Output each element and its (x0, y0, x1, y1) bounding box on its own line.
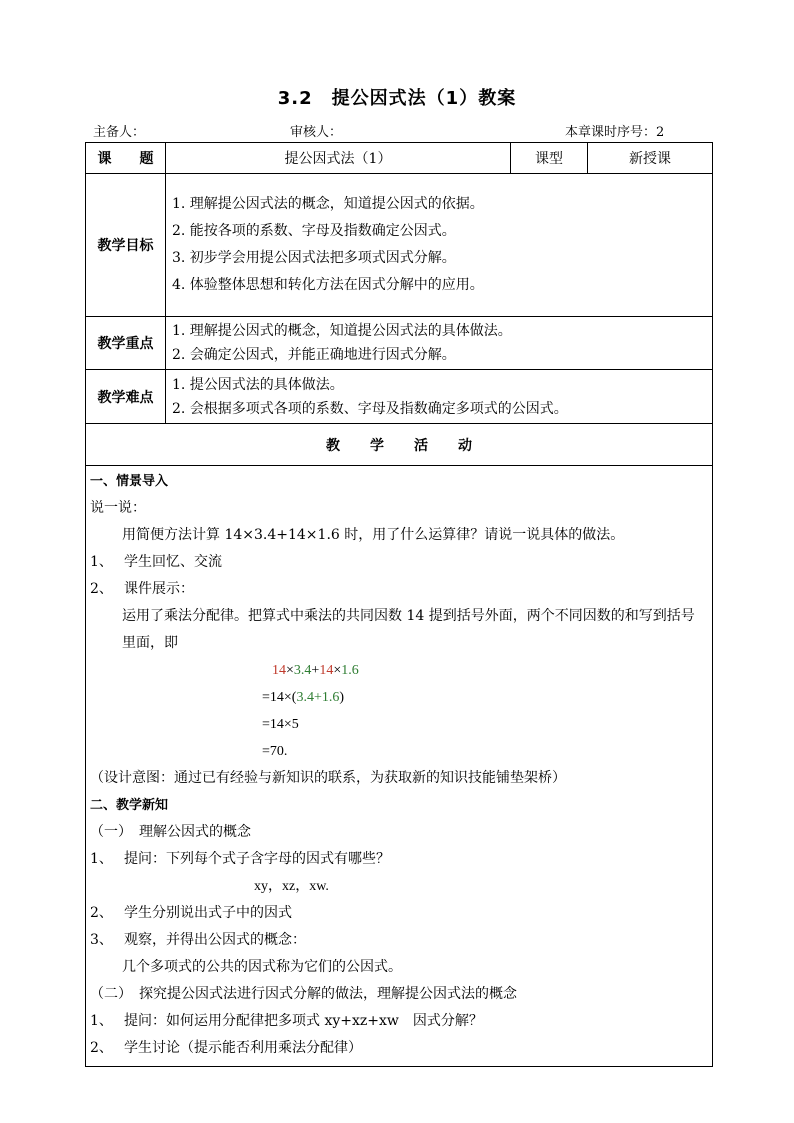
topic-value: 提公因式法（1） (166, 143, 511, 174)
type-label: 课型 (511, 143, 588, 174)
expression-line: xy，xz，xw. (254, 879, 329, 894)
intro-question: 用简便方法计算 14×3.4+14×1.6 时，用了什么运算律？请说一说具体的做法。 (122, 527, 625, 543)
explanation-text: 运用了乘法分配律。把算式中乘法的共同因数 14 提到括号外面，两个不同因数的和写到括号里面，即 (122, 608, 695, 651)
item-number: 1、 (90, 554, 113, 570)
topic-label: 课 题 (86, 143, 166, 174)
activity-title-row (86, 424, 713, 466)
topic-row (86, 143, 713, 174)
difficulty-item: 2. 会根据多项式各项的系数、字母及指数确定多项式的公因式。 (172, 400, 568, 417)
item-text: 提问：下列每个式子含字母的因式有哪些？ (124, 851, 390, 867)
item-number: 1、 (90, 1013, 113, 1029)
calc-operator: × (333, 663, 342, 678)
objectives-list (166, 174, 713, 317)
objectives-label: 教学目标 (86, 174, 166, 317)
list-item (90, 846, 712, 873)
calc-line-3: =14×5 (262, 717, 299, 732)
difficulties-list (166, 370, 713, 424)
key-point-item: 2. 会确定公因式，并能正确地进行因式分解。 (172, 347, 456, 363)
item-number: 3、 (90, 932, 113, 948)
type-value: 新授课 (588, 143, 713, 174)
difficulty-item: 1. 提公因式法的具体做法。 (172, 376, 344, 393)
calc-sum: 3.4+1.6 (296, 690, 340, 705)
calc-operator: + (311, 663, 320, 678)
item-text: 提问：如何运用分配律把多项式 xy+xz+xw 因式分解？ (124, 1013, 483, 1029)
item-text: 学生讨论（提示能否利用乘法分配律） (124, 1040, 362, 1056)
calc-operator: × (286, 663, 294, 678)
list-item (90, 1035, 712, 1062)
objective-item: 3. 初步学会用提公因式法把多项式因式分解。 (172, 250, 456, 266)
item-number: 2、 (90, 581, 113, 597)
key-point-item: 1. 理解提公因式的概念，知道提公因式法的具体做法。 (172, 323, 512, 339)
item-number: 2、 (90, 905, 113, 921)
difficulties-row (86, 370, 713, 424)
section-heading: 一、情景导入 (90, 474, 169, 489)
list-item (90, 549, 712, 576)
difficulties-label: 教学难点 (86, 370, 166, 424)
calc-term: 3.4 (293, 663, 312, 678)
subsection-heading: （一） 理解公因式的概念 (90, 824, 251, 840)
calc-term: 1.6 (341, 663, 359, 678)
calc-line-1 (90, 657, 712, 684)
item-number: 1、 (90, 851, 113, 867)
list-item (90, 576, 712, 603)
item-text: 观察，并得出公因式的概念： (124, 932, 306, 948)
subsection-heading: （二） 探究提公因式法进行因式分解的做法，理解提公因式法的概念 (90, 986, 517, 1002)
key-points-label: 教学重点 (86, 317, 166, 370)
list-item (90, 927, 712, 954)
key-points-list (166, 317, 713, 370)
objective-item: 1. 理解提公因式法的概念，知道提公因式的依据。 (172, 196, 484, 212)
item-text: 学生回忆、交流 (124, 554, 222, 570)
sequence-label: 本章课时序号：2 (565, 125, 665, 140)
page-title: 3.2 提公因式法（1）教案 (277, 88, 517, 109)
objective-item: 2. 能按各项的系数、字母及指数确定公因式。 (172, 223, 456, 239)
section-heading: 二、教学新知 (90, 798, 169, 813)
activity-body (86, 466, 713, 1067)
calc-factor: 14 (272, 663, 286, 678)
calc-factor: 14 (319, 663, 334, 678)
calc-suffix: ) (339, 690, 345, 705)
activity-body-row (86, 466, 713, 1067)
item-text: 学生分别说出式子中的因式 (124, 905, 292, 921)
say-label: 说一说： (90, 500, 146, 516)
objectives-row (86, 174, 713, 317)
item-number: 2、 (90, 1040, 113, 1056)
preparer-label: 主备人： (93, 125, 146, 140)
activity-title: 教学活动 (86, 424, 713, 466)
item-text: 课件展示： (124, 581, 194, 597)
objective-item: 4. 体验整体思想和转化方法在因式分解中的应用。 (172, 277, 484, 293)
list-item (90, 1008, 712, 1035)
reviewer-label: 审核人： (290, 125, 343, 140)
calc-line-4: =70. (262, 744, 288, 759)
design-intent: （设计意图：通过已有经验与新知识的联系，为获取新的知识技能铺垫架桥） (90, 770, 566, 786)
list-item (90, 900, 712, 927)
definition-text: 几个多项式的公共的因式称为它们的公因式。 (122, 959, 402, 975)
calc-line-2 (90, 684, 712, 711)
key-points-row (86, 317, 713, 370)
calc-prefix: =14×( (262, 690, 297, 705)
lesson-plan-table (85, 142, 713, 1067)
